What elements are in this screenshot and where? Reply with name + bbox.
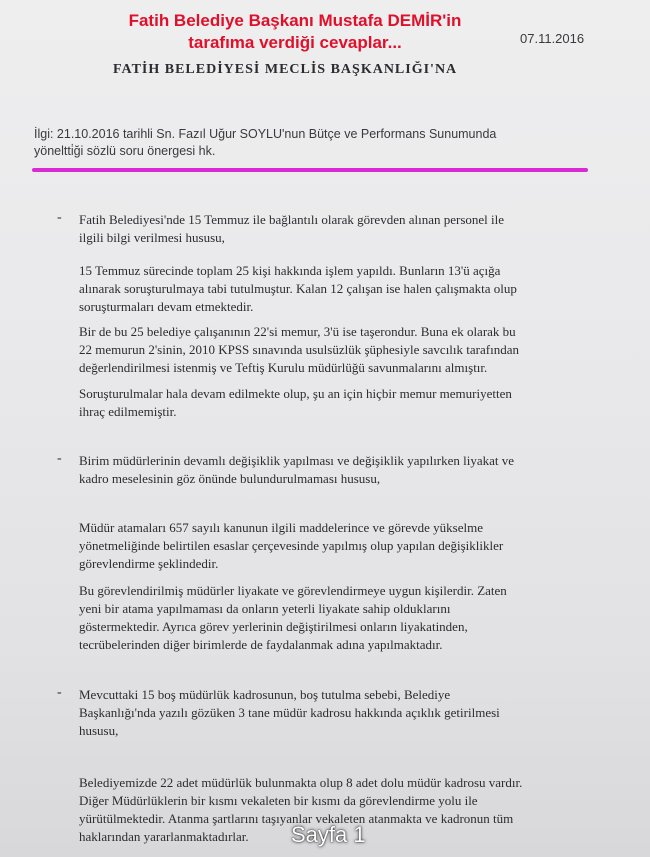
question-3-line-1: Mevcuttaki 15 boş müdürlük kadrosunun, boş tutulma sebebi, Belediye (79, 687, 451, 702)
document-heading: FATİH BELEDİYESİ MECLİS BAŞKANLIĞI'NA (113, 62, 458, 77)
answer-line: soruşturmaları devam etmektedir. (79, 299, 254, 314)
page-number-label: Sayfa 1 (291, 822, 366, 847)
answer-line: yürütülmektedir. Atanma şartlarını taşıyanlar vekaleten atanmakta ve kadronun tüm (79, 811, 514, 826)
answer-1-paragraph-3 (79, 385, 594, 421)
question-3 (79, 686, 594, 740)
highlight-underline (32, 168, 588, 172)
answer-line: Soruşturulmalar hala devam edilmekte olup, şu an için hiçbir memur memuriyetten (79, 386, 512, 401)
reference-line (34, 126, 590, 160)
answer-line: değerlendirilmesi istenmiş ve Teftiş Kurulu müdürlüğü savunmalarını almıştır. (79, 360, 488, 375)
overlay-title (60, 10, 530, 54)
answer-line: Bu görevlendirilmiş müdürler liyakate ve görevlendirmeye uygun kişilerdir. Zaten (79, 583, 507, 598)
question-3-line-3: hususu, (79, 723, 119, 738)
overlay-title-line-1: Fatih Belediye Başkanı Mustafa DEMİR'in (128, 11, 462, 30)
answer-line: tecrübelerinden diğer birimlerde de faydalanmak adına yapılmaktadır. (79, 637, 443, 652)
answer-line: 22 memurun 2'sinin, 2010 KPSS sınavında usulsüzlük şüphesiyle savcılık tarafından (79, 342, 519, 357)
question-1 (79, 211, 594, 247)
question-2-line-2: kadro meselesinin göz önünde bulundurulmaması hususu, (79, 471, 381, 486)
answer-line: Diğer Müdürlüklerin bir kısmı vekaleten bir kısmı da görevlendirme yolu ile (79, 793, 478, 808)
question-1-line-1: Fatih Belediyesi'nde 15 Temmuz ile bağlantılı olarak görevden alınan personel ile (79, 212, 505, 227)
answer-line: 15 Temmuz sürecinde toplam 25 kişi hakkında işlem yapıldı. Bunların 13'ü açığa (79, 263, 501, 278)
answer-1-paragraph-1 (79, 262, 594, 316)
question-2 (79, 452, 594, 488)
answer-2-paragraph-2 (79, 582, 594, 654)
answer-line: Müdür atamaları 657 sayılı kanunun ilgili maddelerince ve görevde yükselme (79, 520, 483, 535)
answer-1-paragraph-2 (79, 323, 594, 377)
answer-line: yeni bir atama yapılmaması da onların yeterli liyakate sahip olduklarını (79, 601, 451, 616)
question-3-line-2: Başkanlığı'nda yazılı gözüken 3 tane müdür kadrosu hakkında açıklık getirilmesi (79, 705, 500, 720)
answer-line: yönetmeliğinde belirtilen esaslar çerçevesinde yapılmış olup yapılan değişiklikler (79, 538, 504, 553)
answer-line: Belediyemizde 22 adet müdürlük bulunmakta olup 8 adet dolu müdür kadrosu vardır. (79, 775, 523, 790)
answer-2-paragraph-1 (79, 519, 594, 573)
answer-line: Bir de bu 25 belediye çalışanının 22'si memur, 3'ü ise taşerondur. Buna ek olarak bu (79, 324, 516, 339)
answer-line: ihraç edilmemiştir. (79, 404, 177, 419)
overlay-title-line-2: tarafıma verdiği cevaplar... (188, 33, 402, 52)
reference-line-1: İlgi: 21.10.2016 tarihli Sn. Fazıl Uğur SOYLU'nun Bütçe ve Performans Sunumunda (34, 127, 497, 141)
bullet-dash: - (57, 685, 62, 700)
bullet-dash: - (57, 210, 62, 225)
reference-line-2: yöneltti̇ği sözlü soru önergesi hk. (34, 144, 216, 158)
answer-line: alınarak soruşturulmaya tabi tutulmuştur. Kalan 12 çalışan ise halen çalışmakta olup (79, 281, 517, 296)
answer-line: göstermektedir. Ayrıca görev yerlerinin değiştirilmesi onların liyakatinden, (79, 619, 468, 634)
question-1-line-2: ilgili bilgi verilmesi hususu, (79, 230, 225, 245)
document-date: 07.11.2016 (520, 31, 585, 46)
bullet-dash: - (57, 451, 62, 466)
question-2-line-1: Birim müdürlerinin devamlı değişiklik yapılması ve değişiklik yapılırken liyakat ve (79, 453, 515, 468)
answer-line: haklarından yararlanmaktadırlar. (79, 829, 249, 844)
answer-line: görevlendirme şeklindedir. (79, 556, 219, 571)
